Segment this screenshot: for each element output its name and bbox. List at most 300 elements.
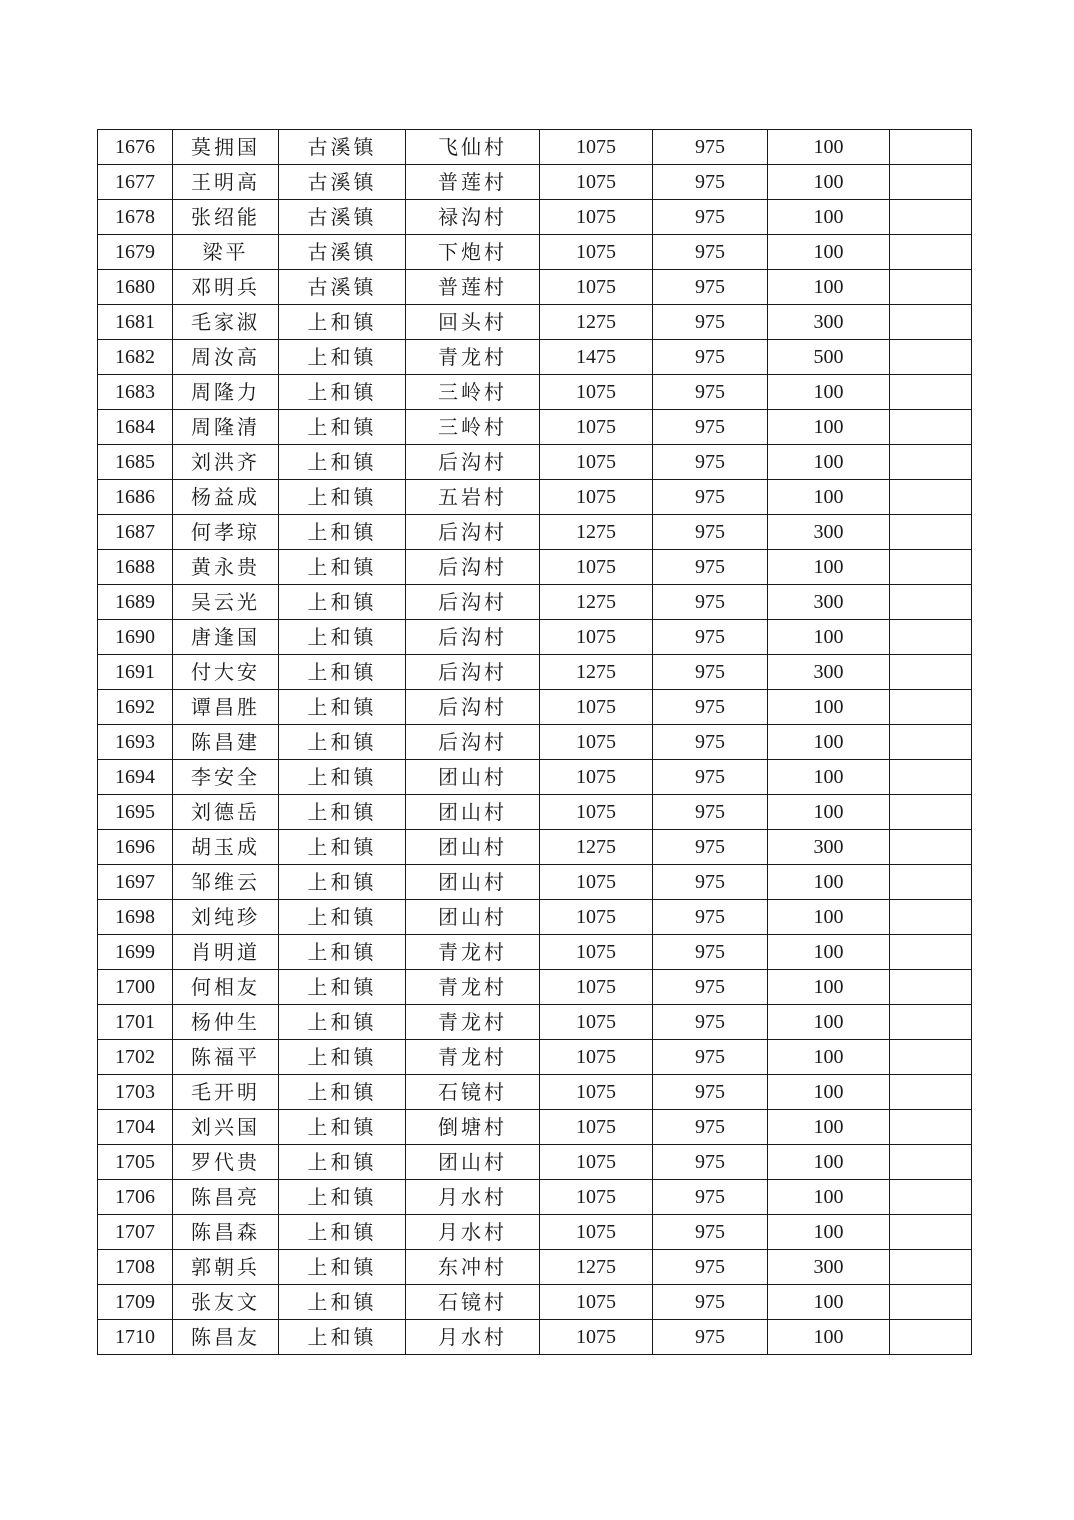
cell-name: 毛家淑 (173, 305, 279, 340)
table-row (98, 375, 972, 410)
cell-name: 周隆力 (173, 375, 279, 410)
cell-number: 1687 (98, 515, 173, 550)
cell-name: 唐逢国 (173, 620, 279, 655)
cell-base-amount: 975 (653, 270, 768, 305)
cell-number: 1678 (98, 200, 173, 235)
cell-extra-amount: 100 (768, 410, 890, 445)
cell-base-amount: 975 (653, 515, 768, 550)
cell-note (890, 1215, 972, 1250)
cell-town: 上和镇 (279, 830, 406, 865)
cell-total-amount: 1075 (540, 1320, 653, 1355)
cell-number: 1688 (98, 550, 173, 585)
table-row (98, 1040, 972, 1075)
cell-number: 1708 (98, 1250, 173, 1285)
cell-village: 三岭村 (406, 375, 540, 410)
cell-name: 毛开明 (173, 1075, 279, 1110)
cell-town: 上和镇 (279, 1075, 406, 1110)
cell-town: 上和镇 (279, 970, 406, 1005)
cell-village: 团山村 (406, 900, 540, 935)
cell-number: 1681 (98, 305, 173, 340)
cell-base-amount: 975 (653, 550, 768, 585)
cell-town: 上和镇 (279, 445, 406, 480)
cell-name: 周汝高 (173, 340, 279, 375)
cell-base-amount: 975 (653, 200, 768, 235)
cell-note (890, 130, 972, 165)
cell-village: 青龙村 (406, 970, 540, 1005)
table-row (98, 235, 972, 270)
cell-base-amount: 975 (653, 760, 768, 795)
cell-name: 邹维云 (173, 865, 279, 900)
cell-village: 青龙村 (406, 1005, 540, 1040)
cell-town: 上和镇 (279, 515, 406, 550)
cell-village: 普莲村 (406, 270, 540, 305)
cell-base-amount: 975 (653, 1180, 768, 1215)
cell-town: 上和镇 (279, 795, 406, 830)
cell-note (890, 1005, 972, 1040)
cell-note (890, 1250, 972, 1285)
cell-base-amount: 975 (653, 130, 768, 165)
cell-base-amount: 975 (653, 1320, 768, 1355)
cell-village: 飞仙村 (406, 130, 540, 165)
cell-extra-amount: 100 (768, 1075, 890, 1110)
cell-name: 周隆清 (173, 410, 279, 445)
cell-total-amount: 1275 (540, 585, 653, 620)
cell-base-amount: 975 (653, 1215, 768, 1250)
roster-table (97, 129, 972, 1355)
cell-extra-amount: 100 (768, 1215, 890, 1250)
cell-note (890, 1145, 972, 1180)
cell-town: 上和镇 (279, 620, 406, 655)
table-row (98, 1285, 972, 1320)
cell-name: 梁平 (173, 235, 279, 270)
cell-total-amount: 1275 (540, 1250, 653, 1285)
cell-total-amount: 1275 (540, 515, 653, 550)
cell-extra-amount: 100 (768, 445, 890, 480)
cell-town: 上和镇 (279, 585, 406, 620)
cell-number: 1700 (98, 970, 173, 1005)
cell-note (890, 200, 972, 235)
cell-total-amount: 1075 (540, 620, 653, 655)
cell-town: 上和镇 (279, 1180, 406, 1215)
cell-extra-amount: 100 (768, 130, 890, 165)
cell-village: 后沟村 (406, 655, 540, 690)
cell-base-amount: 975 (653, 1075, 768, 1110)
cell-note (890, 690, 972, 725)
cell-number: 1684 (98, 410, 173, 445)
cell-town: 上和镇 (279, 410, 406, 445)
cell-total-amount: 1075 (540, 1215, 653, 1250)
cell-number: 1692 (98, 690, 173, 725)
cell-town: 上和镇 (279, 1040, 406, 1075)
cell-extra-amount: 100 (768, 270, 890, 305)
cell-total-amount: 1075 (540, 165, 653, 200)
cell-village: 东冲村 (406, 1250, 540, 1285)
cell-total-amount: 1075 (540, 1145, 653, 1180)
cell-number: 1698 (98, 900, 173, 935)
cell-base-amount: 975 (653, 865, 768, 900)
cell-name: 胡玉成 (173, 830, 279, 865)
cell-number: 1689 (98, 585, 173, 620)
cell-number: 1705 (98, 1145, 173, 1180)
cell-number: 1699 (98, 935, 173, 970)
cell-number: 1704 (98, 1110, 173, 1145)
cell-number: 1677 (98, 165, 173, 200)
cell-town: 古溪镇 (279, 235, 406, 270)
table-row (98, 725, 972, 760)
table-row (98, 340, 972, 375)
cell-name: 刘纯珍 (173, 900, 279, 935)
cell-name: 李安全 (173, 760, 279, 795)
cell-name: 陈昌建 (173, 725, 279, 760)
cell-note (890, 865, 972, 900)
cell-base-amount: 975 (653, 375, 768, 410)
cell-village: 禄沟村 (406, 200, 540, 235)
cell-base-amount: 975 (653, 340, 768, 375)
cell-town: 上和镇 (279, 480, 406, 515)
cell-extra-amount: 100 (768, 375, 890, 410)
cell-total-amount: 1075 (540, 1005, 653, 1040)
cell-number: 1702 (98, 1040, 173, 1075)
cell-total-amount: 1075 (540, 690, 653, 725)
cell-note (890, 1180, 972, 1215)
cell-total-amount: 1075 (540, 375, 653, 410)
table-row (98, 1180, 972, 1215)
table-row (98, 130, 972, 165)
cell-town: 上和镇 (279, 655, 406, 690)
cell-base-amount: 975 (653, 795, 768, 830)
cell-number: 1686 (98, 480, 173, 515)
cell-town: 上和镇 (279, 340, 406, 375)
cell-town: 上和镇 (279, 900, 406, 935)
cell-name: 罗代贵 (173, 1145, 279, 1180)
cell-village: 月水村 (406, 1180, 540, 1215)
cell-number: 1676 (98, 130, 173, 165)
cell-extra-amount: 100 (768, 200, 890, 235)
cell-total-amount: 1075 (540, 200, 653, 235)
cell-village: 后沟村 (406, 445, 540, 480)
cell-extra-amount: 300 (768, 305, 890, 340)
cell-extra-amount: 300 (768, 830, 890, 865)
cell-village: 团山村 (406, 795, 540, 830)
cell-name: 刘德岳 (173, 795, 279, 830)
table-row (98, 1250, 972, 1285)
cell-name: 陈福平 (173, 1040, 279, 1075)
cell-note (890, 1110, 972, 1145)
cell-base-amount: 975 (653, 620, 768, 655)
cell-town: 上和镇 (279, 690, 406, 725)
cell-note (890, 270, 972, 305)
cell-note (890, 830, 972, 865)
cell-number: 1709 (98, 1285, 173, 1320)
cell-note (890, 550, 972, 585)
cell-note (890, 165, 972, 200)
cell-note (890, 900, 972, 935)
cell-name: 何孝琼 (173, 515, 279, 550)
cell-village: 青龙村 (406, 1040, 540, 1075)
cell-total-amount: 1075 (540, 725, 653, 760)
cell-village: 团山村 (406, 865, 540, 900)
table-row (98, 480, 972, 515)
cell-total-amount: 1075 (540, 445, 653, 480)
cell-village: 后沟村 (406, 725, 540, 760)
table-row (98, 900, 972, 935)
cell-extra-amount: 100 (768, 760, 890, 795)
cell-total-amount: 1075 (540, 970, 653, 1005)
table-row (98, 830, 972, 865)
cell-extra-amount: 100 (768, 620, 890, 655)
cell-number: 1693 (98, 725, 173, 760)
cell-extra-amount: 100 (768, 550, 890, 585)
table-row (98, 1005, 972, 1040)
cell-number: 1690 (98, 620, 173, 655)
cell-town: 古溪镇 (279, 200, 406, 235)
cell-village: 月水村 (406, 1320, 540, 1355)
cell-town: 上和镇 (279, 725, 406, 760)
table-row (98, 165, 972, 200)
cell-village: 下炮村 (406, 235, 540, 270)
cell-village: 团山村 (406, 760, 540, 795)
cell-village: 后沟村 (406, 690, 540, 725)
cell-town: 上和镇 (279, 1320, 406, 1355)
cell-note (890, 235, 972, 270)
cell-number: 1691 (98, 655, 173, 690)
cell-village: 青龙村 (406, 340, 540, 375)
cell-note (890, 480, 972, 515)
cell-total-amount: 1075 (540, 1180, 653, 1215)
cell-total-amount: 1075 (540, 270, 653, 305)
cell-number: 1680 (98, 270, 173, 305)
cell-total-amount: 1075 (540, 1040, 653, 1075)
cell-name: 张友文 (173, 1285, 279, 1320)
cell-town: 上和镇 (279, 305, 406, 340)
cell-base-amount: 975 (653, 690, 768, 725)
cell-note (890, 655, 972, 690)
cell-number: 1707 (98, 1215, 173, 1250)
cell-extra-amount: 100 (768, 1180, 890, 1215)
cell-note (890, 1075, 972, 1110)
cell-base-amount: 975 (653, 900, 768, 935)
cell-total-amount: 1075 (540, 900, 653, 935)
cell-base-amount: 975 (653, 305, 768, 340)
cell-extra-amount: 100 (768, 865, 890, 900)
table-row (98, 1215, 972, 1250)
cell-extra-amount: 100 (768, 235, 890, 270)
cell-extra-amount: 300 (768, 585, 890, 620)
cell-note (890, 1040, 972, 1075)
cell-name: 付大安 (173, 655, 279, 690)
cell-extra-amount: 100 (768, 900, 890, 935)
cell-town: 上和镇 (279, 550, 406, 585)
cell-base-amount: 975 (653, 410, 768, 445)
table-row (98, 270, 972, 305)
cell-number: 1679 (98, 235, 173, 270)
cell-number: 1695 (98, 795, 173, 830)
cell-base-amount: 975 (653, 480, 768, 515)
cell-name: 邓明兵 (173, 270, 279, 305)
cell-village: 后沟村 (406, 585, 540, 620)
cell-village: 团山村 (406, 1145, 540, 1180)
cell-base-amount: 975 (653, 970, 768, 1005)
cell-total-amount: 1275 (540, 305, 653, 340)
cell-village: 青龙村 (406, 935, 540, 970)
cell-total-amount: 1275 (540, 830, 653, 865)
roster-body (98, 130, 972, 1355)
cell-number: 1685 (98, 445, 173, 480)
cell-name: 肖明道 (173, 935, 279, 970)
cell-town: 古溪镇 (279, 270, 406, 305)
cell-village: 石镜村 (406, 1075, 540, 1110)
cell-note (890, 445, 972, 480)
table-row (98, 620, 972, 655)
cell-town: 上和镇 (279, 935, 406, 970)
cell-town: 上和镇 (279, 865, 406, 900)
cell-village: 五岩村 (406, 480, 540, 515)
table-row (98, 655, 972, 690)
cell-base-amount: 975 (653, 1250, 768, 1285)
cell-extra-amount: 100 (768, 970, 890, 1005)
cell-number: 1706 (98, 1180, 173, 1215)
cell-base-amount: 975 (653, 655, 768, 690)
cell-extra-amount: 100 (768, 165, 890, 200)
table-row (98, 1145, 972, 1180)
cell-total-amount: 1075 (540, 480, 653, 515)
cell-name: 陈昌森 (173, 1215, 279, 1250)
table-row (98, 1320, 972, 1355)
cell-extra-amount: 100 (768, 795, 890, 830)
cell-note (890, 410, 972, 445)
cell-total-amount: 1075 (540, 130, 653, 165)
cell-total-amount: 1075 (540, 550, 653, 585)
cell-village: 回头村 (406, 305, 540, 340)
cell-number: 1703 (98, 1075, 173, 1110)
cell-extra-amount: 100 (768, 1320, 890, 1355)
table-row (98, 935, 972, 970)
cell-base-amount: 975 (653, 1110, 768, 1145)
table-row (98, 1110, 972, 1145)
cell-total-amount: 1075 (540, 1110, 653, 1145)
cell-number: 1696 (98, 830, 173, 865)
table-row (98, 200, 972, 235)
cell-number: 1682 (98, 340, 173, 375)
cell-extra-amount: 300 (768, 1250, 890, 1285)
cell-village: 倒塘村 (406, 1110, 540, 1145)
cell-village: 后沟村 (406, 550, 540, 585)
cell-note (890, 970, 972, 1005)
cell-name: 陈昌友 (173, 1320, 279, 1355)
cell-extra-amount: 100 (768, 1110, 890, 1145)
cell-town: 上和镇 (279, 1250, 406, 1285)
table-row (98, 585, 972, 620)
cell-base-amount: 975 (653, 830, 768, 865)
cell-note (890, 1285, 972, 1320)
cell-village: 团山村 (406, 830, 540, 865)
cell-base-amount: 975 (653, 445, 768, 480)
cell-name: 黄永贵 (173, 550, 279, 585)
cell-extra-amount: 100 (768, 1145, 890, 1180)
cell-note (890, 795, 972, 830)
cell-village: 三岭村 (406, 410, 540, 445)
cell-name: 谭昌胜 (173, 690, 279, 725)
cell-extra-amount: 100 (768, 1040, 890, 1075)
cell-base-amount: 975 (653, 585, 768, 620)
cell-name: 何相友 (173, 970, 279, 1005)
cell-total-amount: 1075 (540, 795, 653, 830)
cell-village: 后沟村 (406, 620, 540, 655)
cell-name: 张绍能 (173, 200, 279, 235)
cell-name: 陈昌亮 (173, 1180, 279, 1215)
cell-note (890, 375, 972, 410)
cell-total-amount: 1075 (540, 1075, 653, 1110)
cell-total-amount: 1275 (540, 655, 653, 690)
cell-extra-amount: 100 (768, 725, 890, 760)
table-row (98, 305, 972, 340)
cell-extra-amount: 100 (768, 690, 890, 725)
cell-name: 莫拥国 (173, 130, 279, 165)
cell-extra-amount: 500 (768, 340, 890, 375)
table-row (98, 1075, 972, 1110)
cell-base-amount: 975 (653, 1285, 768, 1320)
cell-village: 普莲村 (406, 165, 540, 200)
cell-number: 1697 (98, 865, 173, 900)
cell-town: 上和镇 (279, 1145, 406, 1180)
cell-name: 郭朝兵 (173, 1250, 279, 1285)
cell-note (890, 760, 972, 795)
cell-number: 1694 (98, 760, 173, 795)
cell-town: 上和镇 (279, 375, 406, 410)
cell-extra-amount: 100 (768, 1285, 890, 1320)
cell-town: 上和镇 (279, 1110, 406, 1145)
cell-base-amount: 975 (653, 935, 768, 970)
cell-total-amount: 1475 (540, 340, 653, 375)
cell-base-amount: 975 (653, 1005, 768, 1040)
cell-town: 上和镇 (279, 760, 406, 795)
cell-town: 上和镇 (279, 1005, 406, 1040)
cell-extra-amount: 100 (768, 1005, 890, 1040)
cell-base-amount: 975 (653, 1040, 768, 1075)
cell-note (890, 585, 972, 620)
table-row (98, 690, 972, 725)
cell-name: 杨益成 (173, 480, 279, 515)
cell-name: 刘兴国 (173, 1110, 279, 1145)
cell-town: 古溪镇 (279, 130, 406, 165)
cell-town: 上和镇 (279, 1215, 406, 1250)
cell-name: 刘洪齐 (173, 445, 279, 480)
cell-total-amount: 1075 (540, 935, 653, 970)
cell-extra-amount: 300 (768, 655, 890, 690)
cell-extra-amount: 100 (768, 480, 890, 515)
table-row (98, 795, 972, 830)
cell-base-amount: 975 (653, 725, 768, 760)
cell-base-amount: 975 (653, 235, 768, 270)
cell-total-amount: 1075 (540, 760, 653, 795)
cell-town: 古溪镇 (279, 165, 406, 200)
table-row (98, 760, 972, 795)
cell-note (890, 1320, 972, 1355)
cell-village: 月水村 (406, 1215, 540, 1250)
cell-note (890, 725, 972, 760)
table-row (98, 970, 972, 1005)
cell-total-amount: 1075 (540, 410, 653, 445)
cell-note (890, 340, 972, 375)
cell-village: 石镜村 (406, 1285, 540, 1320)
cell-extra-amount: 100 (768, 935, 890, 970)
cell-note (890, 515, 972, 550)
cell-base-amount: 975 (653, 165, 768, 200)
cell-number: 1701 (98, 1005, 173, 1040)
cell-base-amount: 975 (653, 1145, 768, 1180)
cell-name: 杨仲生 (173, 1005, 279, 1040)
cell-name: 王明高 (173, 165, 279, 200)
